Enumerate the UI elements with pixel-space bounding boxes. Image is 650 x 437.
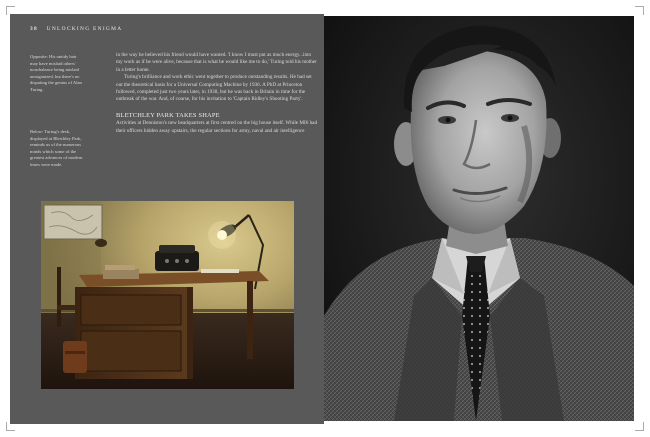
page-number: 38 <box>30 26 38 32</box>
alan-turing-portrait-photo <box>324 16 634 421</box>
body-paragraph: Activities at Denniston's new headquarters at first centred on the big house itself. While MI6 had their officers hidden away upstairs, the regular sections for army, naval and air intelligence <box>116 120 318 134</box>
caption-opposite: Opposite: His untidy hair may have mislaid others' nonchalance being mislaid unorganized, but there's no disputing the genius of Alan Turing. <box>30 54 82 92</box>
left-page <box>10 14 324 424</box>
crop-mark <box>635 422 644 431</box>
section-subheading: BLETCHLEY PARK TAKES SHAPE <box>116 111 220 119</box>
body-paragraph: in the way he believed his friend would have wanted. 'I know I must put as much energy...into my work as if he were alive, because that is what he would like me to do,' Turing told his mother in a letter home. <box>116 52 317 73</box>
body-paragraph: Turing's brilliance and work ethic went together to produce outstanding results. He had set out the theoretical basis for a Universal Computing Machine by 1936. A PhD at Princeton followed, completed just two years later, in 1938, but he was back in Britain in time for the outbreak of the war. And, of course, for his invitation to 'Captain Ridley's Shooting Party'. <box>116 74 312 103</box>
body-text <box>116 52 318 135</box>
crop-mark <box>6 6 15 15</box>
right-page <box>324 14 636 424</box>
crop-mark <box>6 422 15 431</box>
crop-mark <box>635 6 644 15</box>
caption-below: Below: Turing's desk, displayed at Bletchley Park, reminds us of the numerous minds which some of the greatest advances of modern times were made. <box>30 129 83 167</box>
running-title: UNLOCKING ENIGMA <box>46 26 123 32</box>
running-header <box>30 26 122 32</box>
desk-photo <box>41 201 294 389</box>
